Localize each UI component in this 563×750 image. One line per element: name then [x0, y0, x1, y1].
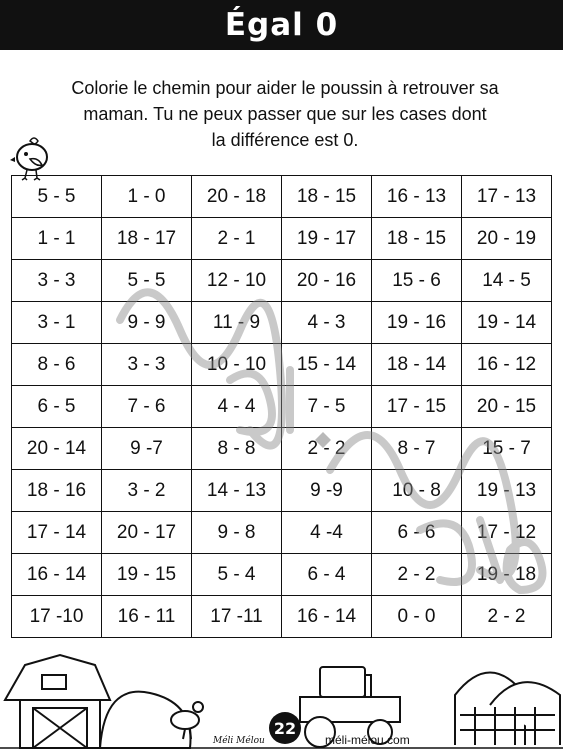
page-title: Égal 0 — [224, 7, 339, 43]
grid-cell[interactable]: 14 - 5 — [462, 260, 552, 302]
instruction-line: la différence est 0. — [211, 130, 359, 150]
grid-cell[interactable]: 9 - 9 — [102, 302, 192, 344]
grid-row — [12, 470, 552, 512]
grid-cell[interactable]: 18 - 17 — [102, 218, 192, 260]
grid-cell[interactable]: 1 - 1 — [12, 218, 102, 260]
grid-cell[interactable]: 18 - 16 — [12, 470, 102, 512]
grid-cell[interactable]: 20 - 15 — [462, 386, 552, 428]
grid-cell[interactable]: 9 -7 — [102, 428, 192, 470]
grid-cell[interactable]: 2 - 2 — [282, 428, 372, 470]
grid-row — [12, 512, 552, 554]
grid-cell[interactable]: 19 - 15 — [102, 554, 192, 596]
grid-row — [12, 386, 552, 428]
grid-cell[interactable]: 2 - 2 — [462, 596, 552, 638]
grid-cell[interactable]: 6 - 4 — [282, 554, 372, 596]
grid-cell[interactable]: 4 - 4 — [192, 386, 282, 428]
grid-cell[interactable]: 18 - 15 — [372, 218, 462, 260]
grid-cell[interactable]: 7 - 5 — [282, 386, 372, 428]
grid-cell[interactable]: 6 - 5 — [12, 386, 102, 428]
grid-cell[interactable]: 8 - 8 — [192, 428, 282, 470]
grid-row — [12, 218, 552, 260]
grid-cell[interactable]: 0 - 0 — [372, 596, 462, 638]
grid-cell[interactable]: 2 - 2 — [372, 554, 462, 596]
grid-row — [12, 554, 552, 596]
grid-row — [12, 344, 552, 386]
grid-cell[interactable]: 19 - 17 — [282, 218, 372, 260]
grid-cell[interactable]: 10 - 8 — [372, 470, 462, 512]
grid-cell[interactable]: 17 - 12 — [462, 512, 552, 554]
grid-cell[interactable]: 6 - 6 — [372, 512, 462, 554]
grid-cell[interactable]: 15 - 6 — [372, 260, 462, 302]
grid-cell[interactable]: 17 - 13 — [462, 176, 552, 218]
grid-cell[interactable]: 5 - 5 — [102, 260, 192, 302]
grid-cell[interactable]: 4 - 3 — [282, 302, 372, 344]
grid-cell[interactable]: 14 - 13 — [192, 470, 282, 512]
grid-cell[interactable]: 20 - 17 — [102, 512, 192, 554]
grid-cell[interactable]: 12 - 10 — [192, 260, 282, 302]
grid-cell[interactable]: 19 - 14 — [462, 302, 552, 344]
grid-cell[interactable]: 20 - 19 — [462, 218, 552, 260]
grid-cell[interactable]: 20 - 18 — [192, 176, 282, 218]
grid-cell[interactable]: 3 - 2 — [102, 470, 192, 512]
grid-cell[interactable]: 10 - 10 — [192, 344, 282, 386]
title-bar — [0, 0, 563, 50]
grid-cell[interactable]: 3 - 3 — [102, 344, 192, 386]
grid-row — [12, 596, 552, 638]
grid-cell[interactable]: 15 - 14 — [282, 344, 372, 386]
small-logo: Méli Mélou — [213, 736, 265, 746]
grid-cell[interactable]: 16 - 14 — [282, 596, 372, 638]
grid-cell[interactable]: 7 - 6 — [102, 386, 192, 428]
grid-cell[interactable]: 18 - 14 — [372, 344, 462, 386]
grid-cell[interactable]: 8 - 7 — [372, 428, 462, 470]
grid-cell[interactable]: 5 - 5 — [12, 176, 102, 218]
instruction-line: Colorie le chemin pour aider le poussin à retrouver sa — [71, 78, 499, 98]
grid-row — [12, 260, 552, 302]
grid-cell[interactable]: 3 - 1 — [12, 302, 102, 344]
grid-cell[interactable]: 19 - 18 — [462, 554, 552, 596]
grid-cell[interactable]: 9 -9 — [282, 470, 372, 512]
grid-cell[interactable]: 16 - 12 — [462, 344, 552, 386]
grid-cell[interactable]: 1 - 0 — [102, 176, 192, 218]
site-url: méli-mélou.com — [325, 733, 410, 747]
grid-cell[interactable]: 16 - 11 — [102, 596, 192, 638]
grid-cell[interactable]: 19 - 16 — [372, 302, 462, 344]
grid-row — [12, 302, 552, 344]
grid-cell[interactable]: 5 - 4 — [192, 554, 282, 596]
grid-cell[interactable]: 17 -10 — [12, 596, 102, 638]
grid-cell[interactable]: 18 - 15 — [282, 176, 372, 218]
grid-cell[interactable]: 20 - 16 — [282, 260, 372, 302]
grid-cell[interactable]: 17 - 14 — [12, 512, 102, 554]
grid-cell[interactable]: 3 - 3 — [12, 260, 102, 302]
grid-cell[interactable]: 2 - 1 — [192, 218, 282, 260]
grid-cell[interactable]: 16 - 14 — [12, 554, 102, 596]
grid-cell[interactable]: 17 -11 — [192, 596, 282, 638]
grid-cell[interactable]: 8 - 6 — [12, 344, 102, 386]
instruction-line: maman. Tu ne peux passer que sur les cases dont — [83, 104, 487, 124]
instructions — [30, 75, 540, 153]
grid-cell[interactable]: 9 - 8 — [192, 512, 282, 554]
grid-cell[interactable]: 16 - 13 — [372, 176, 462, 218]
grid-cell[interactable]: 15 - 7 — [462, 428, 552, 470]
grid-cell[interactable]: 20 - 14 — [12, 428, 102, 470]
grid-cell[interactable]: 17 - 15 — [372, 386, 462, 428]
grid-cell[interactable]: 4 -4 — [282, 512, 372, 554]
difference-grid — [11, 175, 552, 638]
grid-cell[interactable]: 19 - 13 — [462, 470, 552, 512]
page-number-badge: 22 — [269, 712, 301, 744]
grid-row — [12, 176, 552, 218]
grid-row — [12, 428, 552, 470]
grid-cell[interactable]: 11 - 9 — [192, 302, 282, 344]
